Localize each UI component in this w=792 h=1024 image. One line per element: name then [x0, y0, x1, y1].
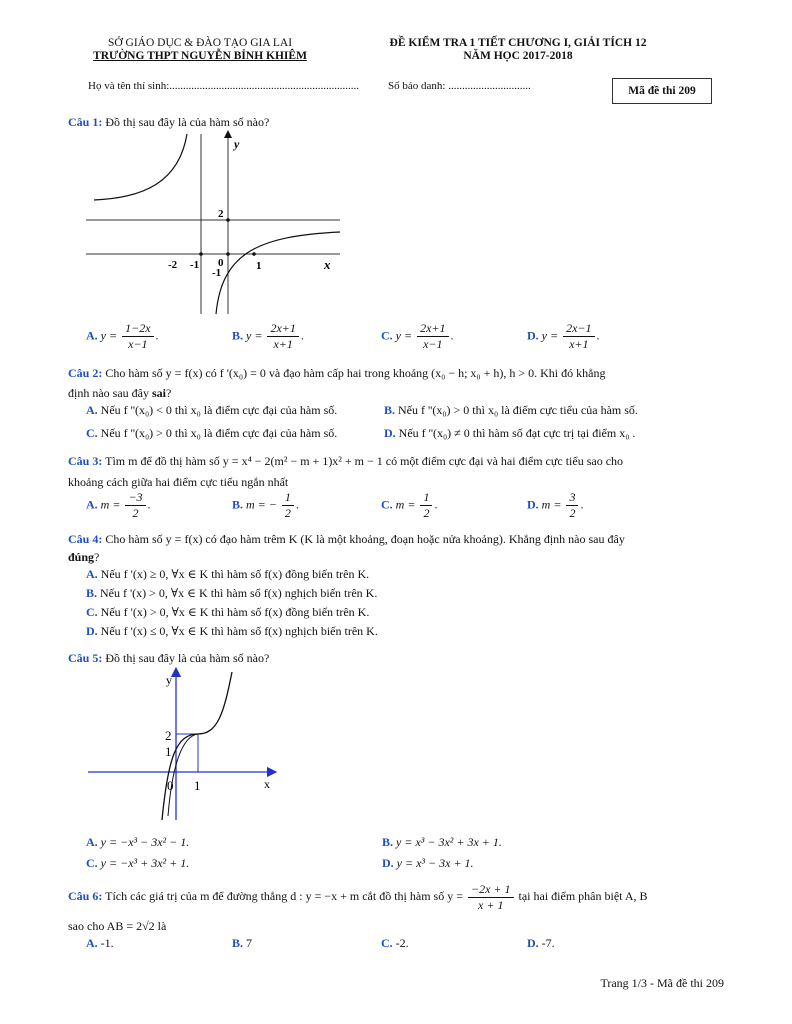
q4-option-a[interactable] — [86, 565, 369, 584]
fraction — [420, 490, 432, 521]
option-letter: A. — [86, 328, 98, 343]
q3-option-d[interactable] — [527, 490, 583, 521]
option-text: Nếu f ''(x₀) ≠ 0 thì hàm số đạt cực trị tại điểm x₀ . — [395, 426, 636, 440]
option-letter: B. — [86, 586, 98, 600]
numerator: −3 — [125, 490, 145, 506]
origin-point — [226, 252, 230, 256]
fraction — [282, 490, 294, 521]
page-footer: Trang 1/3 - Mã đề thi 209 — [600, 976, 724, 990]
option-letter: A. — [86, 835, 98, 849]
option-lhs: m = — [541, 497, 562, 512]
candidate-name-field: Họ và tên thí sinh:..................................................................... — [88, 80, 360, 92]
option-letter: C. — [86, 605, 98, 619]
numerator: −2x + 1 — [468, 882, 514, 898]
denominator: x−1 — [128, 337, 148, 351]
q5-option-c[interactable] — [86, 854, 189, 873]
q2-option-b[interactable] — [384, 401, 638, 420]
numerator: 3 — [566, 490, 578, 506]
fraction — [267, 321, 298, 352]
option-lhs: y = — [246, 328, 263, 343]
option-text: y = x³ − 3x + 1. — [393, 856, 474, 870]
option-end: . — [580, 497, 584, 512]
option-lhs: y = — [100, 328, 118, 343]
department-name: SỞ GIÁO DỤC & ĐÀO TẠO GIA LAI — [107, 37, 293, 49]
denominator: x + 1 — [478, 897, 504, 912]
q6-option-c[interactable] — [381, 934, 409, 953]
fraction — [566, 490, 578, 521]
numerator: 1 — [420, 490, 432, 506]
option-text: 7 — [243, 936, 253, 950]
option-end: . — [300, 328, 304, 343]
y-label: y — [234, 137, 240, 151]
question-text: Đồ thị sau đây là của hàm số nào? — [105, 115, 270, 129]
q3-option-c[interactable] — [381, 490, 437, 521]
q5-option-d[interactable] — [382, 854, 474, 873]
fraction — [122, 321, 153, 352]
y-label: y — [166, 673, 172, 687]
option-letter: D. — [527, 497, 539, 512]
candidate-id-field: Số báo danh: .............................. — [388, 80, 531, 92]
cubic-curve — [162, 672, 232, 820]
label-0: 0 — [167, 778, 174, 793]
option-text: Nếu f '(x) ≤ 0, ∀x ∈ K thì hàm số f(x) nghịch biến trên K. — [97, 624, 378, 638]
option-letter: D. — [382, 856, 394, 870]
q4-option-b[interactable] — [86, 584, 377, 603]
option-end: . — [147, 497, 151, 512]
option-text: Nếu f '(x) > 0, ∀x ∈ K thì hàm số f(x) đồng biến trên K. — [97, 605, 370, 619]
fraction — [563, 321, 594, 352]
question-3-line2: khoảng cách giữa hai điểm cực tiểu ngắn nhất — [68, 475, 289, 489]
denominator: 2 — [569, 506, 576, 520]
question-text: Cho hàm số y = f(x) có đạo hàm trêm K (K là một khoảng, đoạn hoặc nửa khoảng). Khẳng định nào sau đây — [105, 532, 625, 546]
option-lhs: m = — [395, 497, 416, 512]
q1-graph — [84, 130, 346, 318]
option-end: . — [434, 497, 438, 512]
option-end: . — [155, 328, 159, 343]
school-name: TRƯỜNG THPT NGUYỄN BỈNH KHIÊM — [93, 50, 307, 62]
point-x-1 — [252, 252, 256, 256]
q5-option-a[interactable] — [86, 833, 189, 852]
option-letter: A. — [86, 936, 98, 950]
denominator: 2 — [132, 506, 139, 520]
q6-option-d[interactable] — [527, 934, 555, 953]
option-letter: D. — [86, 624, 98, 638]
question-4 — [68, 530, 625, 549]
point-x-minus1 — [199, 252, 203, 256]
option-letter: D. — [384, 426, 396, 440]
curve-right-branch — [216, 232, 340, 314]
option-letter: C. — [381, 328, 393, 343]
option-text: Nếu f '(x) > 0, ∀x ∈ K thì hàm số f(x) nghịch biến trên K. — [97, 586, 378, 600]
denominator: 2 — [284, 506, 291, 520]
label-1: 1 — [256, 260, 262, 272]
option-letter: D. — [527, 328, 539, 343]
label-1-x: 1 — [194, 778, 201, 793]
numerator: 2x+1 — [417, 321, 448, 337]
question-number: Câu 3: — [68, 454, 103, 468]
denominator: x+1 — [273, 337, 293, 351]
option-text: -2. — [392, 936, 409, 950]
q2-option-c[interactable] — [86, 424, 337, 443]
question-2 — [68, 364, 605, 383]
denominator: 2 — [423, 506, 430, 520]
numerator: 1−2x — [122, 321, 153, 337]
option-letter: B. — [384, 403, 396, 417]
option-letter: B. — [232, 936, 244, 950]
question-text-end: ? — [166, 386, 172, 400]
q6-option-b[interactable] — [232, 934, 252, 953]
option-letter: C. — [381, 936, 393, 950]
fraction — [125, 490, 145, 521]
option-text: y = −x³ + 3x² + 1. — [97, 856, 190, 870]
question-number: Câu 6: — [68, 889, 103, 903]
question-3 — [68, 452, 623, 471]
q6-option-a[interactable] — [86, 934, 114, 953]
numerator: 2x+1 — [267, 321, 298, 337]
q4-option-c[interactable] — [86, 603, 369, 622]
question-number: Câu 1: — [68, 115, 103, 129]
q5-graph — [86, 666, 282, 824]
option-text: Nếu f ''(x₀) > 0 thì x₀ là điểm cực tiểu của hàm số. — [395, 403, 638, 417]
numerator: 1 — [282, 490, 294, 506]
q1-option-b[interactable] — [232, 321, 304, 352]
option-letter: A. — [86, 567, 98, 581]
option-text: y = x³ − 3x² + 3x + 1. — [393, 835, 502, 849]
option-letter: A. — [86, 403, 98, 417]
q3-option-b[interactable] — [232, 490, 299, 521]
curve-shadow — [168, 734, 198, 816]
curve-left-branch — [94, 134, 187, 200]
question-text: định nào sau đây — [68, 386, 152, 400]
question-keyword: đúng — [68, 550, 95, 564]
option-letter: B. — [382, 835, 394, 849]
option-letter: A. — [86, 497, 98, 512]
option-lhs: m = − — [246, 497, 277, 512]
numerator: 2x−1 — [563, 321, 594, 337]
q1-option-a[interactable] — [86, 321, 159, 352]
q4-option-d[interactable] — [86, 622, 378, 641]
denominator: x+1 — [569, 337, 589, 351]
option-end: . — [596, 328, 600, 343]
question-number: Câu 5: — [68, 651, 103, 665]
option-end: . — [295, 497, 299, 512]
question-text: Tìm m để đồ thị hàm số y = x⁴ − 2(m² − m + 1)x² + m − 1 có một điểm cực đại và hai điểm cực tiểu sao cho — [105, 454, 624, 468]
q1-option-d[interactable] — [527, 321, 600, 352]
question-text-end: tại hai điểm phân biệt A, B — [518, 889, 648, 903]
fraction — [468, 882, 514, 913]
q3-option-a[interactable] — [86, 490, 151, 521]
point-y-2 — [226, 218, 230, 222]
question-number: Câu 4: — [68, 532, 103, 546]
q5-option-b[interactable] — [382, 833, 502, 852]
label-2: 2 — [165, 728, 172, 743]
option-lhs: m = — [100, 497, 121, 512]
option-end: . — [450, 328, 454, 343]
label-minus1-x: -1 — [190, 259, 200, 271]
q2-option-d[interactable] — [384, 424, 635, 443]
option-text: Nếu f '(x) ≥ 0, ∀x ∈ K thì hàm số f(x) đồng biến trên K. — [97, 567, 370, 581]
question-text: Tích các giá trị của m để đường thẳng d : y = −x + m cắt đồ thị hàm số y = — [105, 889, 463, 903]
label-2: 2 — [218, 208, 224, 220]
fraction — [417, 321, 448, 352]
option-letter: C. — [86, 856, 98, 870]
question-text: Đồ thị sau đây là của hàm số nào? — [105, 651, 270, 665]
question-text-end: ? — [94, 550, 100, 564]
question-6 — [68, 878, 648, 914]
option-letter: C. — [86, 426, 98, 440]
school-year: NĂM HỌC 2017-2018 — [463, 50, 573, 62]
option-text: Nếu f ''(x₀) < 0 thì x₀ là điểm cực đại của hàm số. — [97, 403, 338, 417]
option-text: Nếu f ''(x₀) > 0 thì x₀ là điểm cực đại của hàm số. — [97, 426, 338, 440]
q1-option-c[interactable] — [381, 321, 454, 352]
option-text: y = −x³ − 3x² − 1. — [97, 835, 190, 849]
label-0: 0 — [218, 257, 224, 269]
option-letter: D. — [527, 936, 539, 950]
label-minus2: -2 — [168, 259, 178, 271]
question-number: Câu 2: — [68, 366, 103, 380]
question-keyword: sai — [151, 386, 166, 400]
question-6-line2: sao cho AB = 2√2 là — [68, 919, 167, 933]
option-letter: B. — [232, 328, 244, 343]
option-letter: B. — [232, 497, 244, 512]
exam-title: ĐỀ KIỂM TRA 1 TIẾT CHƯƠNG I, GIẢI TÍCH 12 — [389, 37, 647, 49]
question-text: Cho hàm số y = f(x) có f '(x₀) = 0 và đạo hàm cấp hai trong khoảng (x₀ − h; x₀ + h), h > 0. Khi đó khẳng — [105, 366, 606, 380]
x-label: x — [264, 777, 270, 791]
option-lhs: y = — [541, 328, 559, 343]
option-letter: C. — [381, 497, 393, 512]
q2-option-a[interactable] — [86, 401, 337, 420]
option-lhs: y = — [395, 328, 413, 343]
x-label: x — [324, 257, 331, 272]
label-1-y: 1 — [165, 744, 172, 759]
option-text: -7. — [538, 936, 555, 950]
label-minus1-y: -1 — [212, 267, 222, 279]
exam-code-box: Mã đề thi 209 — [612, 78, 712, 104]
denominator: x−1 — [423, 337, 443, 351]
option-text: -1. — [97, 936, 114, 950]
